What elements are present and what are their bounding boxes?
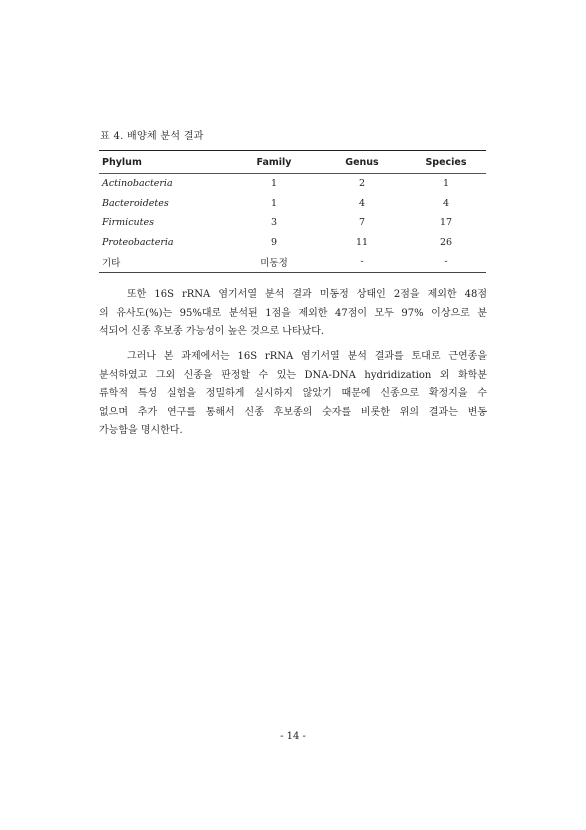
- paragraph-line: 없으며 추가 연구를 통해서 신종 후보종의 숫자를 비롯한 위의 결과는 변동: [99, 406, 487, 418]
- table-header-row: [99, 151, 486, 174]
- table-row: [99, 252, 486, 272]
- cell-family: 1: [270, 197, 278, 209]
- table-row: [99, 233, 486, 253]
- cell-species: 17: [439, 217, 453, 229]
- cell-phylum: Bacteroidetes: [102, 197, 169, 209]
- cell-species: -: [444, 256, 448, 268]
- cell-genus: 4: [358, 197, 366, 209]
- paragraph-line: 분석하였고 그외 신종을 판정할 수 있는 DNA-DNA hydridization 외 화학분: [99, 369, 487, 381]
- cell-phylum: Actinobacteria: [102, 178, 173, 190]
- page-number: - 14 -: [280, 731, 306, 742]
- culture-analysis-table: [99, 150, 486, 273]
- cell-family: 미동정: [260, 257, 288, 269]
- header-species: Species: [425, 156, 467, 168]
- cell-family: 9: [270, 236, 278, 248]
- paragraph-line: 의 유사도(%)는 95%대로 분석된 1점을 제외한 47점이 모두 97% 이상으로 분: [99, 307, 487, 319]
- cell-species: 26: [439, 236, 453, 248]
- header-family: Family: [256, 156, 292, 168]
- paragraph-similarity-result: [99, 286, 487, 342]
- cell-genus: -: [360, 256, 364, 268]
- paragraph-line: 또한 16S rRNA 염기서열 분석 결과 미동정 상태인 2점을 제외한 48점: [127, 289, 487, 300]
- table-row: [99, 174, 486, 194]
- cell-species: 4: [442, 197, 450, 209]
- table-row: [99, 194, 486, 214]
- cell-phylum: Firmicutes: [102, 217, 154, 229]
- paragraph-line: 가능함을 명시한다.: [99, 425, 183, 436]
- cell-genus: 11: [355, 236, 369, 248]
- paragraph-line: 그러나 본 과제에서는 16S rRNA 염기서열 분석 결과를 토대로 근연종을: [127, 351, 487, 362]
- cell-species: 1: [442, 178, 450, 190]
- cell-family: 3: [270, 217, 278, 229]
- cell-genus: 7: [358, 217, 366, 229]
- cell-genus: 2: [358, 178, 366, 190]
- cell-family: 1: [270, 178, 278, 190]
- cell-phylum: 기타: [102, 257, 121, 269]
- header-genus: Genus: [345, 156, 379, 168]
- paragraph-line: 석되어 신종 후보종 가능성이 높은 것으로 나타났다.: [99, 326, 325, 337]
- table-caption: 표 4. 배양체 분석 결과: [100, 131, 204, 142]
- paragraph-line: 류학적 특성 실험을 정밀하게 실시하지 않았기 때문에 신종으로 확정지을 수: [99, 388, 487, 399]
- header-phylum: Phylum: [102, 156, 142, 168]
- paragraph-limitation-note: [99, 348, 487, 441]
- table-row: [99, 213, 486, 233]
- cell-phylum: Proteobacteria: [102, 236, 174, 248]
